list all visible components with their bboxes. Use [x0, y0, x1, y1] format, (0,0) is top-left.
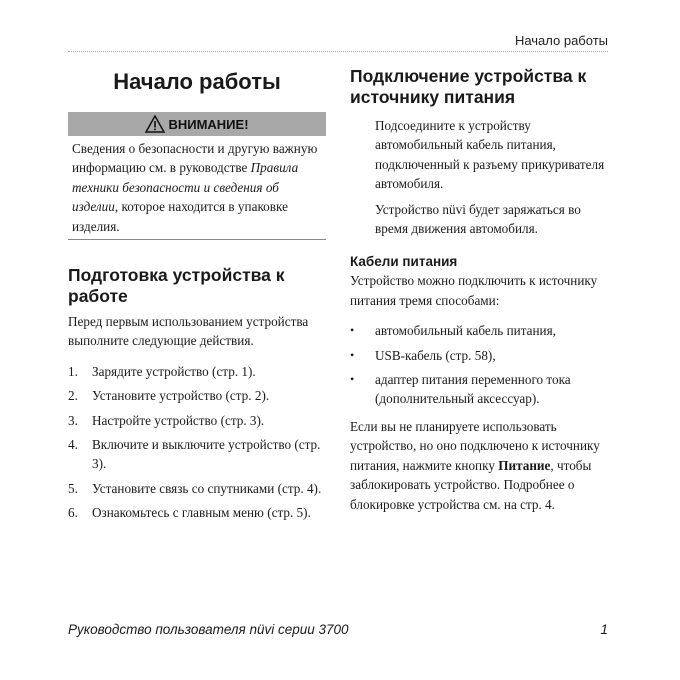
cables-intro: Устройство можно подключить к источнику питания тремя способами: — [350, 273, 598, 308]
step-number: 4. — [68, 437, 78, 453]
list-item — [350, 346, 612, 365]
step-text: Настройте устройство (стр. 3). — [92, 412, 265, 428]
option-text: автомобильный кабель питания, — [375, 323, 556, 339]
page-title: Начало работы — [113, 69, 281, 94]
charging-note: Устройство nüvi будет заряжаться во время движения автомобиля. — [375, 201, 581, 237]
step-text: Ознакомьтесь с главным меню (стр. 5). — [92, 505, 311, 521]
bullet-icon: • — [350, 372, 355, 387]
right-column — [350, 66, 612, 514]
option-text: адаптер питания переменного тока (дополнительный аксессуар). — [375, 372, 571, 407]
step-number: 1. — [68, 363, 78, 379]
step-text: Зарядите устройство (стр. 1). — [92, 363, 256, 379]
step-number: 3. — [68, 412, 78, 428]
step-number: 2. — [68, 388, 78, 404]
footer-manual-title: Руководство пользователя nüvi серии 3700 — [68, 622, 349, 637]
prep-heading: Подготовка устройства к работе — [68, 265, 285, 307]
running-header: Начало работы — [514, 33, 608, 48]
page-number: 1 — [600, 622, 608, 637]
warning-triangle-icon — [145, 115, 165, 133]
step-text: Включите и выключите устройство (стр. 3). — [92, 437, 321, 472]
option-text: USB-кабель (стр. 58), — [375, 347, 496, 363]
prep-intro: Перед первым использованием устройства выполните следующие действия. — [68, 314, 309, 349]
power-heading: Подключение устройства к источнику питания — [350, 66, 587, 107]
warning-text-before: Сведения о безопасности и другую важную информацию см. в руководстве — [72, 141, 318, 176]
step-text: Установите устройство (стр. 2). — [92, 388, 270, 404]
lock-note-before: Если вы не планируете использовать устройство, но оно подключено к источнику питания, нажмите кнопку — [350, 418, 600, 473]
step-text: Установите связь со спутниками (стр. 4). — [92, 480, 322, 496]
list-item — [350, 321, 612, 340]
warning-text-after: , которое находится в упаковке изделия. — [72, 199, 288, 234]
bullet-icon: • — [350, 347, 355, 362]
cable-options-list — [350, 321, 612, 409]
step-number: 5. — [68, 480, 78, 496]
prep-steps-list — [68, 362, 326, 523]
bullet-icon: • — [350, 323, 355, 338]
warning-box — [68, 112, 326, 240]
cables-heading: Кабели питания — [350, 254, 458, 270]
power-instructions: Подсоедините к устройству автомобильный кабель питания, подключенный к разъему прикуривателя автомобиля. — [375, 118, 605, 192]
lock-note-after: , чтобы заблокировать устройство. Подробнее о блокировке устройства см. на стр. 4. — [350, 457, 592, 512]
list-item — [68, 479, 326, 498]
power-button-label: Питание — [498, 457, 551, 473]
warning-doc-title: Правила техники безопасности и сведения об изделии — [72, 160, 299, 215]
header-divider — [68, 51, 608, 52]
warning-text — [68, 136, 326, 240]
warning-label: ВНИМАНИЕ! — [168, 116, 249, 132]
left-column — [68, 64, 326, 528]
list-item — [68, 386, 326, 405]
lock-note — [350, 417, 612, 514]
list-item — [68, 362, 326, 381]
step-number: 6. — [68, 505, 78, 521]
list-item — [68, 411, 326, 430]
list-item — [68, 503, 326, 522]
list-item — [350, 370, 612, 409]
list-item — [68, 435, 326, 474]
warning-header — [68, 112, 326, 136]
